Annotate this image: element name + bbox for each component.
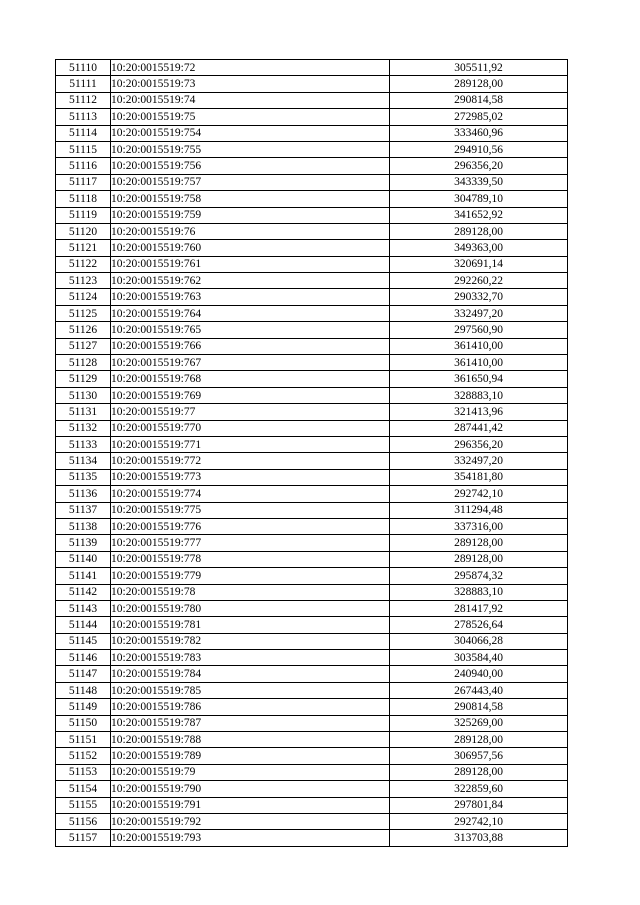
row-number-cell: 51114 (56, 125, 111, 141)
table-row (56, 650, 568, 666)
cadastral-number-cell: 10:20:0015519:788 (111, 732, 390, 748)
cadastral-value-cell: 303584,40 (390, 650, 568, 666)
cadastral-value-cell: 278526,64 (390, 617, 568, 633)
cadastral-number-cell: 10:20:0015519:781 (111, 617, 390, 633)
row-number-cell: 51151 (56, 732, 111, 748)
row-number-cell: 51119 (56, 207, 111, 223)
row-number-cell: 51116 (56, 158, 111, 174)
cadastral-value-cell: 361410,00 (390, 355, 568, 371)
cadastral-number-cell: 10:20:0015519:777 (111, 535, 390, 551)
cadastral-number-cell: 10:20:0015519:79 (111, 764, 390, 780)
cadastral-number-cell: 10:20:0015519:72 (111, 60, 390, 76)
table-row (56, 141, 568, 157)
row-number-cell: 51128 (56, 355, 111, 371)
row-number-cell: 51152 (56, 748, 111, 764)
table-row (56, 682, 568, 698)
table-row (56, 174, 568, 190)
table-row (56, 191, 568, 207)
row-number-cell: 51110 (56, 60, 111, 76)
table-row (56, 568, 568, 584)
row-number-cell: 51127 (56, 338, 111, 354)
table-row (56, 305, 568, 321)
cadastral-value-cell: 361650,94 (390, 371, 568, 387)
row-number-cell: 51124 (56, 289, 111, 305)
cadastral-number-cell: 10:20:0015519:784 (111, 666, 390, 682)
cadastral-value-cell: 240940,00 (390, 666, 568, 682)
cadastral-number-cell: 10:20:0015519:782 (111, 633, 390, 649)
cadastral-value-cell: 292260,22 (390, 273, 568, 289)
table-row (56, 387, 568, 403)
cadastral-value-cell: 305511,92 (390, 60, 568, 76)
cadastral-value-cell: 297801,84 (390, 797, 568, 813)
row-number-cell: 51129 (56, 371, 111, 387)
table-row (56, 600, 568, 616)
row-number-cell: 51123 (56, 273, 111, 289)
row-number-cell: 51146 (56, 650, 111, 666)
cadastral-value-cell: 289128,00 (390, 732, 568, 748)
table-row (56, 436, 568, 452)
cadastral-number-cell: 10:20:0015519:787 (111, 715, 390, 731)
cadastral-value-cell: 290814,58 (390, 699, 568, 715)
row-number-cell: 51134 (56, 453, 111, 469)
cadastral-value-cell: 332497,20 (390, 453, 568, 469)
cadastral-value-cell: 294910,56 (390, 141, 568, 157)
table-row (56, 92, 568, 108)
cadastral-number-cell: 10:20:0015519:766 (111, 338, 390, 354)
row-number-cell: 51144 (56, 617, 111, 633)
row-number-cell: 51122 (56, 256, 111, 272)
table-row (56, 158, 568, 174)
cadastral-value-cell: 328883,10 (390, 584, 568, 600)
table-row (56, 666, 568, 682)
table-row (56, 535, 568, 551)
row-number-cell: 51145 (56, 633, 111, 649)
cadastral-value-cell: 289128,00 (390, 551, 568, 567)
cadastral-value-cell: 321413,96 (390, 404, 568, 420)
table-row (56, 125, 568, 141)
row-number-cell: 51154 (56, 781, 111, 797)
cadastral-value-cell: 292742,10 (390, 486, 568, 502)
cadastral-number-cell: 10:20:0015519:776 (111, 518, 390, 534)
cadastral-number-cell: 10:20:0015519:76 (111, 223, 390, 239)
table-row (56, 502, 568, 518)
table-row (56, 469, 568, 485)
row-number-cell: 51155 (56, 797, 111, 813)
row-number-cell: 51126 (56, 322, 111, 338)
row-number-cell: 51143 (56, 600, 111, 616)
cadastral-number-cell: 10:20:0015519:793 (111, 830, 390, 846)
cadastral-number-cell: 10:20:0015519:785 (111, 682, 390, 698)
cadastral-number-cell: 10:20:0015519:775 (111, 502, 390, 518)
cadastral-value-cell: 354181,80 (390, 469, 568, 485)
cadastral-number-cell: 10:20:0015519:780 (111, 600, 390, 616)
row-number-cell: 51118 (56, 191, 111, 207)
cadastral-value-cell: 325269,00 (390, 715, 568, 731)
row-number-cell: 51112 (56, 92, 111, 108)
cadastral-number-cell: 10:20:0015519:771 (111, 436, 390, 452)
cadastral-value-cell: 295874,32 (390, 568, 568, 584)
table-row (56, 338, 568, 354)
table-row (56, 764, 568, 780)
table-row (56, 109, 568, 125)
cadastral-value-cell: 332497,20 (390, 305, 568, 321)
row-number-cell: 51113 (56, 109, 111, 125)
table-row (56, 289, 568, 305)
table-row (56, 551, 568, 567)
table-row (56, 420, 568, 436)
row-number-cell: 51157 (56, 830, 111, 846)
table-row (56, 273, 568, 289)
cadastral-number-cell: 10:20:0015519:754 (111, 125, 390, 141)
row-number-cell: 51153 (56, 764, 111, 780)
table-row (56, 633, 568, 649)
cadastral-value-cell: 289128,00 (390, 764, 568, 780)
table-row (56, 256, 568, 272)
cadastral-value-cell: 311294,48 (390, 502, 568, 518)
cadastral-value-cell: 304789,10 (390, 191, 568, 207)
cadastral-value-cell: 289128,00 (390, 223, 568, 239)
cadastral-number-cell: 10:20:0015519:757 (111, 174, 390, 190)
cadastral-number-cell: 10:20:0015519:769 (111, 387, 390, 403)
row-number-cell: 51135 (56, 469, 111, 485)
table-row (56, 781, 568, 797)
table-row (56, 518, 568, 534)
cadastral-value-cell: 281417,92 (390, 600, 568, 616)
cadastral-value-cell: 296356,20 (390, 436, 568, 452)
row-number-cell: 51117 (56, 174, 111, 190)
cadastral-number-cell: 10:20:0015519:768 (111, 371, 390, 387)
cadastral-number-cell: 10:20:0015519:773 (111, 469, 390, 485)
table-row (56, 617, 568, 633)
cadastral-value-cell: 322859,60 (390, 781, 568, 797)
row-number-cell: 51149 (56, 699, 111, 715)
table-row (56, 240, 568, 256)
cadastral-number-cell: 10:20:0015519:758 (111, 191, 390, 207)
cadastral-value-cell: 313703,88 (390, 830, 568, 846)
row-number-cell: 51133 (56, 436, 111, 452)
cadastral-number-cell: 10:20:0015519:73 (111, 76, 390, 92)
row-number-cell: 51131 (56, 404, 111, 420)
table-row (56, 486, 568, 502)
cadastral-number-cell: 10:20:0015519:770 (111, 420, 390, 436)
cadastral-value-cell: 320691,14 (390, 256, 568, 272)
cadastral-value-cell: 267443,40 (390, 682, 568, 698)
table-row (56, 715, 568, 731)
cadastral-number-cell: 10:20:0015519:779 (111, 568, 390, 584)
cadastral-number-cell: 10:20:0015519:764 (111, 305, 390, 321)
cadastral-number-cell: 10:20:0015519:774 (111, 486, 390, 502)
row-number-cell: 51142 (56, 584, 111, 600)
table-row (56, 797, 568, 813)
table-row (56, 60, 568, 76)
row-number-cell: 51148 (56, 682, 111, 698)
cadastral-number-cell: 10:20:0015519:783 (111, 650, 390, 666)
table-row (56, 355, 568, 371)
cadastral-number-cell: 10:20:0015519:789 (111, 748, 390, 764)
row-number-cell: 51141 (56, 568, 111, 584)
registry-table (55, 59, 568, 847)
cadastral-number-cell: 10:20:0015519:792 (111, 813, 390, 829)
table-row (56, 223, 568, 239)
cadastral-number-cell: 10:20:0015519:75 (111, 109, 390, 125)
row-number-cell: 51132 (56, 420, 111, 436)
cadastral-value-cell: 289128,00 (390, 535, 568, 551)
cadastral-value-cell: 296356,20 (390, 158, 568, 174)
table-row (56, 371, 568, 387)
table-row (56, 830, 568, 846)
cadastral-value-cell: 306957,56 (390, 748, 568, 764)
row-number-cell: 51137 (56, 502, 111, 518)
cadastral-value-cell: 292742,10 (390, 813, 568, 829)
cadastral-value-cell: 337316,00 (390, 518, 568, 534)
table-row (56, 732, 568, 748)
row-number-cell: 51139 (56, 535, 111, 551)
table-row (56, 76, 568, 92)
table-row (56, 748, 568, 764)
cadastral-value-cell: 289128,00 (390, 76, 568, 92)
row-number-cell: 51121 (56, 240, 111, 256)
table-row (56, 813, 568, 829)
cadastral-number-cell: 10:20:0015519:77 (111, 404, 390, 420)
cadastral-value-cell: 349363,00 (390, 240, 568, 256)
cadastral-value-cell: 290814,58 (390, 92, 568, 108)
cadastral-number-cell: 10:20:0015519:760 (111, 240, 390, 256)
cadastral-value-cell: 297560,90 (390, 322, 568, 338)
cadastral-number-cell: 10:20:0015519:772 (111, 453, 390, 469)
cadastral-number-cell: 10:20:0015519:763 (111, 289, 390, 305)
cadastral-number-cell: 10:20:0015519:765 (111, 322, 390, 338)
cadastral-number-cell: 10:20:0015519:790 (111, 781, 390, 797)
table-row (56, 584, 568, 600)
cadastral-number-cell: 10:20:0015519:756 (111, 158, 390, 174)
cadastral-value-cell: 272985,02 (390, 109, 568, 125)
cadastral-value-cell: 290332,70 (390, 289, 568, 305)
row-number-cell: 51156 (56, 813, 111, 829)
cadastral-number-cell: 10:20:0015519:762 (111, 273, 390, 289)
row-number-cell: 51115 (56, 141, 111, 157)
row-number-cell: 51120 (56, 223, 111, 239)
cadastral-value-cell: 333460,96 (390, 125, 568, 141)
table-row (56, 404, 568, 420)
table-row (56, 207, 568, 223)
row-number-cell: 51130 (56, 387, 111, 403)
row-number-cell: 51125 (56, 305, 111, 321)
row-number-cell: 51140 (56, 551, 111, 567)
row-number-cell: 51150 (56, 715, 111, 731)
table-row (56, 453, 568, 469)
row-number-cell: 51111 (56, 76, 111, 92)
row-number-cell: 51147 (56, 666, 111, 682)
cadastral-number-cell: 10:20:0015519:759 (111, 207, 390, 223)
cadastral-number-cell: 10:20:0015519:74 (111, 92, 390, 108)
cadastral-number-cell: 10:20:0015519:791 (111, 797, 390, 813)
cadastral-number-cell: 10:20:0015519:778 (111, 551, 390, 567)
cadastral-value-cell: 328883,10 (390, 387, 568, 403)
cadastral-value-cell: 304066,28 (390, 633, 568, 649)
cadastral-number-cell: 10:20:0015519:78 (111, 584, 390, 600)
cadastral-number-cell: 10:20:0015519:786 (111, 699, 390, 715)
row-number-cell: 51136 (56, 486, 111, 502)
table-row (56, 699, 568, 715)
cadastral-number-cell: 10:20:0015519:755 (111, 141, 390, 157)
registry-table-body (56, 60, 568, 847)
cadastral-value-cell: 361410,00 (390, 338, 568, 354)
cadastral-number-cell: 10:20:0015519:767 (111, 355, 390, 371)
row-number-cell: 51138 (56, 518, 111, 534)
cadastral-value-cell: 341652,92 (390, 207, 568, 223)
cadastral-number-cell: 10:20:0015519:761 (111, 256, 390, 272)
cadastral-value-cell: 343339,50 (390, 174, 568, 190)
cadastral-value-cell: 287441,42 (390, 420, 568, 436)
table-row (56, 322, 568, 338)
